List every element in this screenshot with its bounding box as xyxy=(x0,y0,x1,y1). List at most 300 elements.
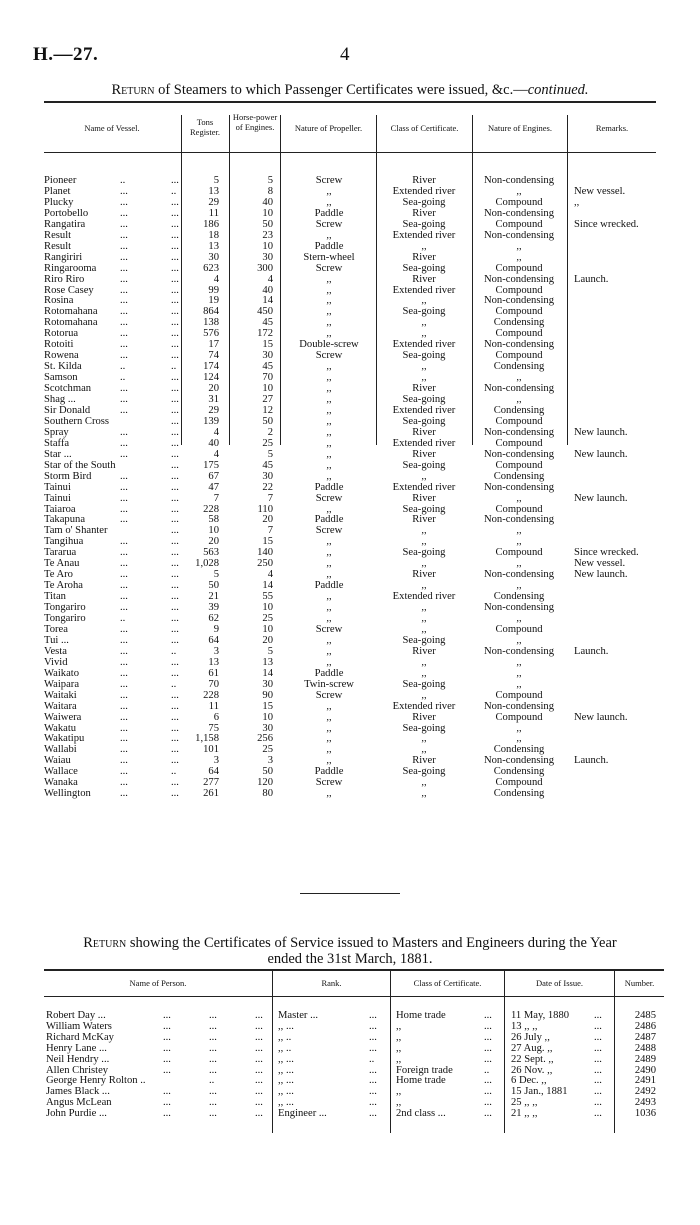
leader-dots: ... xyxy=(120,251,128,263)
leader-dots: ... xyxy=(209,1064,217,1076)
horse-power: 5 xyxy=(267,645,273,657)
horse-power: 300 xyxy=(257,262,273,274)
vessel-name: Tainui xyxy=(44,481,71,493)
propeller-type: ,, xyxy=(326,536,332,548)
horse-power: 80 xyxy=(262,788,273,800)
remarks: Since wrecked. xyxy=(574,547,639,559)
certificate-class: River xyxy=(412,645,436,657)
certificate-class: ,, xyxy=(421,667,427,679)
leader-dots: ... xyxy=(209,1053,217,1065)
vessel-name: Star ... xyxy=(44,448,72,460)
leader-dots: ... xyxy=(120,645,128,657)
leader-dots: ... xyxy=(255,1075,263,1087)
leader-dots: ... xyxy=(594,1053,602,1065)
propeller-type: ,, xyxy=(326,404,332,416)
horse-power: 30 xyxy=(262,251,273,263)
propeller-type: ,, xyxy=(326,744,332,756)
engine-type: ,, xyxy=(516,240,522,252)
certificate-class: ,, xyxy=(421,558,427,570)
tons-register: 19 xyxy=(208,295,219,307)
leader-dots: ... xyxy=(209,1010,217,1021)
certificate-class: ,, xyxy=(396,1020,402,1032)
vessel-name: Scotchman xyxy=(44,383,92,395)
table-row xyxy=(0,307,700,318)
engine-type: Condensing xyxy=(493,317,545,329)
engine-type: Non-condensing xyxy=(483,569,555,581)
leader-dots: ... xyxy=(163,1042,171,1054)
certificate-class: River xyxy=(412,273,436,285)
table1-title: Return of Steamers to which Passenger Certificates were issued, &c.—continued. xyxy=(111,82,589,98)
table-row xyxy=(0,384,700,395)
certificate-number: 1036 xyxy=(634,1108,656,1120)
leader-dots: ... xyxy=(120,339,128,351)
horse-power: 7 xyxy=(267,525,273,537)
tons-register: 62 xyxy=(208,613,219,624)
engine-type: ,, xyxy=(516,394,522,405)
vessel-name: Spray xyxy=(44,426,69,438)
certificate-class: ,, xyxy=(421,470,427,482)
tons-register: 21 xyxy=(208,591,219,603)
col-header-certificate: Class of Certificate. xyxy=(413,978,482,988)
certificate-class: ,, xyxy=(396,1042,402,1054)
certificate-class: Sea-going xyxy=(402,722,446,734)
certificate-class: Sea-going xyxy=(402,218,446,230)
engine-type: ,, xyxy=(516,525,522,537)
tons-register: 124 xyxy=(203,372,219,384)
tons-register: 1,028 xyxy=(195,558,219,570)
leader-dots: ... xyxy=(171,689,179,701)
propeller-type: ,, xyxy=(326,547,332,559)
propeller-type: Paddle xyxy=(314,207,344,219)
certificate-class: Extended river xyxy=(392,404,456,416)
propeller-type: ,, xyxy=(326,602,332,614)
engine-type: Compound xyxy=(495,328,543,340)
table2-header-rule xyxy=(44,996,664,997)
vessel-name: Rotorua xyxy=(44,328,79,340)
vessel-name: Plucky xyxy=(44,196,74,208)
engine-type: Condensing xyxy=(493,361,545,373)
leader-dots: ... xyxy=(594,1086,602,1098)
leader-dots: ... xyxy=(171,744,179,756)
leader-dots: ... xyxy=(369,1010,377,1021)
table-row xyxy=(0,198,700,209)
leader-dots: ... xyxy=(120,218,128,230)
remarks: New launch. xyxy=(574,426,628,438)
leader-dots: ... xyxy=(120,470,128,482)
leader-dots: ... xyxy=(120,591,128,603)
tons-register: 9 xyxy=(213,623,219,635)
propeller-type: ,, xyxy=(326,700,332,712)
tons-register: 29 xyxy=(208,196,219,208)
engine-type: Compound xyxy=(495,459,543,471)
table-row xyxy=(0,351,700,362)
engine-type: Compound xyxy=(495,196,543,208)
propeller-type: ,, xyxy=(326,295,332,307)
certificate-number: 2486 xyxy=(634,1020,656,1032)
horse-power: 45 xyxy=(262,361,273,373)
tons-register: 6 xyxy=(213,711,219,723)
horse-power: 172 xyxy=(257,328,273,340)
tons-register: 138 xyxy=(203,317,219,329)
certificate-class: ,, xyxy=(396,1031,402,1043)
leader-dots: ... xyxy=(171,284,179,296)
leader-dots: ... xyxy=(171,558,179,570)
leader-dots: ... xyxy=(120,394,128,405)
leader-dots: .. xyxy=(171,361,177,373)
leader-dots: ... xyxy=(120,700,128,712)
propeller-type: ,, xyxy=(326,470,332,482)
leader-dots: ... xyxy=(209,1097,217,1109)
rank: ,, .. xyxy=(278,1031,292,1043)
vessel-name: Pioneer xyxy=(44,175,77,186)
engine-type: Non-condensing xyxy=(483,645,555,657)
tons-register: 623 xyxy=(203,262,219,274)
table-row xyxy=(0,713,700,724)
certificate-class: River xyxy=(412,711,436,723)
engine-type: Compound xyxy=(495,284,543,296)
vessel-name: Tararua xyxy=(44,547,77,559)
propeller-type: Paddle xyxy=(314,766,344,778)
col-header-tons: Tons Register. xyxy=(190,117,220,137)
table-row xyxy=(0,603,700,614)
horse-power: 2 xyxy=(267,426,273,438)
leader-dots: .. xyxy=(120,613,126,624)
certificate-class: ,, xyxy=(421,295,427,307)
certificate-number: 2490 xyxy=(634,1064,656,1076)
leader-dots: ... xyxy=(484,1031,492,1043)
engine-type: Compound xyxy=(495,306,543,318)
leader-dots: ... xyxy=(484,1010,492,1021)
tons-register: 20 xyxy=(208,383,219,395)
horse-power: 3 xyxy=(267,755,273,767)
remarks: Launch. xyxy=(574,645,609,657)
vessel-name: Samson xyxy=(44,372,78,384)
vessel-name: Rosina xyxy=(44,295,74,307)
certificate-class: ,, xyxy=(421,744,427,756)
leader-dots: ... xyxy=(484,1086,492,1098)
propeller-type: ,, xyxy=(326,273,332,285)
remarks: New vessel. xyxy=(574,185,626,197)
propeller-type: ,, xyxy=(326,229,332,241)
leader-dots: ... xyxy=(120,558,128,570)
remarks: New launch. xyxy=(574,448,628,460)
engine-type: Compound xyxy=(495,623,543,635)
rank: ,, .. xyxy=(278,1042,292,1054)
horse-power: 12 xyxy=(262,404,273,416)
remarks: Since wrecked. xyxy=(574,218,639,230)
horse-power: 40 xyxy=(262,196,273,208)
leader-dots: ... xyxy=(369,1108,377,1120)
certificate-class: ,, xyxy=(421,240,427,252)
leader-dots: ... xyxy=(120,722,128,734)
leader-dots: ... xyxy=(484,1097,492,1109)
engine-type: Condensing xyxy=(493,470,545,482)
tons-register: 5 xyxy=(213,569,219,581)
tons-register: 13 xyxy=(208,185,219,197)
vessel-name: Titan xyxy=(44,591,66,603)
leader-dots: .. xyxy=(120,361,126,373)
date-of-issue: 6 Dec. ,, xyxy=(511,1075,547,1087)
engine-type: ,, xyxy=(516,580,522,592)
horse-power: 40 xyxy=(262,284,273,296)
certificate-class: ,, xyxy=(421,733,427,745)
leader-dots: ... xyxy=(171,372,179,384)
leader-dots: ... xyxy=(120,350,128,362)
table-row xyxy=(0,767,700,778)
leader-dots: ... xyxy=(171,569,179,581)
tons-register: 4 xyxy=(213,426,219,438)
leader-dots: ... xyxy=(209,1020,217,1032)
certificate-class: River xyxy=(412,448,436,460)
engine-type: Non-condensing xyxy=(483,207,555,219)
leader-dots: ... xyxy=(369,1075,377,1087)
leader-dots: ... xyxy=(171,788,179,800)
engine-type: ,, xyxy=(516,372,522,384)
vessel-name: Sir Donald xyxy=(44,404,91,416)
propeller-type: Double-screw xyxy=(299,339,359,351)
col-header-propeller: Nature of Propeller. xyxy=(294,123,363,133)
certificate-class: Extended river xyxy=(392,339,456,351)
horse-power: 10 xyxy=(262,240,273,252)
propeller-type: ,, xyxy=(326,372,332,384)
tons-register: 40 xyxy=(208,437,219,449)
certificate-class: River xyxy=(412,569,436,581)
horse-power: 140 xyxy=(257,547,273,559)
tons-register: 75 xyxy=(208,722,219,734)
propeller-type: ,, xyxy=(326,569,332,581)
rank: ,, ... xyxy=(278,1064,294,1076)
certificate-class: Extended river xyxy=(392,437,456,449)
leader-dots: ... xyxy=(120,514,128,526)
table-row xyxy=(0,472,700,483)
tons-register: 5 xyxy=(213,175,219,186)
leader-dots: ... xyxy=(120,426,128,438)
propeller-type: Paddle xyxy=(314,580,344,592)
leader-dots: ... xyxy=(171,240,179,252)
horse-power: 50 xyxy=(262,415,273,427)
rank: ,, ... xyxy=(278,1053,294,1065)
certificate-class: River xyxy=(412,207,436,219)
leader-dots: ... xyxy=(120,481,128,493)
vessel-name: Taiaroa xyxy=(44,503,76,515)
vessel-name: Tongariro xyxy=(44,613,86,624)
leader-dots: ... xyxy=(255,1053,263,1065)
engine-type: Non-condensing xyxy=(483,229,555,241)
vessel-name: Storm Bird xyxy=(44,470,92,482)
tons-register: 18 xyxy=(208,229,219,241)
engine-type: Condensing xyxy=(493,404,545,416)
propeller-type: Screw xyxy=(315,262,343,274)
leader-dots: ... xyxy=(171,306,179,318)
leader-dots: ... xyxy=(171,503,179,515)
person-name: Neil Hendry ... xyxy=(46,1053,110,1065)
horse-power: 90 xyxy=(262,689,273,701)
leader-dots: ... xyxy=(171,602,179,614)
propeller-type: ,, xyxy=(326,284,332,296)
vessel-name: Staffa xyxy=(44,437,70,449)
vessel-name: St. Kilda xyxy=(44,361,82,373)
person-name: Allen Christey xyxy=(46,1064,109,1076)
horse-power: 27 xyxy=(262,394,273,405)
certificate-class: Sea-going xyxy=(402,415,446,427)
vessel-name: Waitaki xyxy=(44,689,77,701)
leader-dots: .. xyxy=(171,678,177,690)
vessel-name: Rowena xyxy=(44,350,79,362)
leader-dots: ... xyxy=(120,317,128,329)
leader-dots: ... xyxy=(163,1010,171,1021)
vessel-name: Tongariro xyxy=(44,602,86,614)
date-of-issue: 26 Nov. ,, xyxy=(511,1064,553,1076)
engine-type: Condensing xyxy=(493,744,545,756)
leader-dots: ... xyxy=(120,744,128,756)
certificate-number: 2485 xyxy=(634,1010,656,1021)
table-row xyxy=(0,275,700,286)
leader-dots: ... xyxy=(171,525,179,537)
tons-register: 4 xyxy=(213,273,219,285)
engine-type: Non-condensing xyxy=(483,339,555,351)
certificate-number: 2491 xyxy=(634,1075,656,1087)
certificate-class: Sea-going xyxy=(402,678,446,690)
table-row xyxy=(0,264,700,275)
table-row xyxy=(0,242,700,253)
leader-dots: ... xyxy=(171,459,179,471)
certificate-class: River xyxy=(412,251,436,263)
leader-dots: ... xyxy=(120,229,128,241)
table2-top-rule xyxy=(44,969,664,971)
table-row xyxy=(0,428,700,439)
certificate-class: River xyxy=(412,514,436,526)
leader-dots: ... xyxy=(369,1042,377,1054)
certificate-class: ,, xyxy=(421,317,427,329)
certificate-class: Extended river xyxy=(392,700,456,712)
engine-type: Compound xyxy=(495,262,543,274)
propeller-type: Screw xyxy=(315,689,343,701)
table-row xyxy=(0,570,700,581)
propeller-type: ,, xyxy=(326,383,332,395)
vessel-name: Rotoiti xyxy=(44,339,74,351)
remarks: New launch. xyxy=(574,569,628,581)
col-header-certificate-class: Class of Certificate. xyxy=(390,123,459,133)
leader-dots: ... xyxy=(120,678,128,690)
leader-dots: ... xyxy=(255,1010,263,1021)
horse-power: 23 xyxy=(262,229,273,241)
leader-dots: ... xyxy=(120,328,128,340)
table-row xyxy=(0,231,700,242)
tons-register: 186 xyxy=(203,218,219,230)
certificate-class: Extended river xyxy=(392,481,456,493)
tons-register: 4 xyxy=(213,448,219,460)
tons-register: 13 xyxy=(208,240,219,252)
vessel-name: Vesta xyxy=(44,645,67,657)
propeller-type: ,, xyxy=(326,645,332,657)
leader-dots: ... xyxy=(171,492,179,504)
horse-power: 15 xyxy=(262,339,273,351)
leader-dots: ... xyxy=(120,240,128,252)
certificate-number: 2492 xyxy=(634,1086,656,1098)
leader-dots: ... xyxy=(120,492,128,504)
propeller-type: Screw xyxy=(315,350,343,362)
table-row xyxy=(0,702,700,713)
table-row xyxy=(0,505,700,516)
leader-dots: ... xyxy=(171,350,179,362)
horse-power: 7 xyxy=(267,492,273,504)
leader-dots: ... xyxy=(171,229,179,241)
leader-dots: ... xyxy=(594,1064,602,1076)
horse-power: 30 xyxy=(262,722,273,734)
col-header-rank: Rank. xyxy=(321,978,342,988)
certificate-class: ,, xyxy=(421,623,427,635)
date-of-issue: 21 ,, ,, xyxy=(511,1108,538,1120)
leader-dots: ... xyxy=(120,547,128,559)
table-row xyxy=(0,286,700,297)
propeller-type: Screw xyxy=(315,492,343,504)
tons-register: 11 xyxy=(208,700,219,712)
leader-dots: ... xyxy=(255,1031,263,1043)
horse-power: 50 xyxy=(262,218,273,230)
leader-dots: ... xyxy=(171,328,179,340)
leader-dots: .. xyxy=(171,185,177,197)
tons-register: 174 xyxy=(203,361,219,373)
tons-register: 64 xyxy=(208,634,219,646)
leader-dots: ... xyxy=(120,185,128,197)
propeller-type: ,, xyxy=(326,426,332,438)
horse-power: 14 xyxy=(262,667,273,679)
propeller-type: ,, xyxy=(326,437,332,449)
table-row xyxy=(0,296,700,307)
vessel-name: Tam o' Shanter xyxy=(44,525,108,537)
leader-dots: ... xyxy=(484,1042,492,1054)
horse-power: 45 xyxy=(262,459,273,471)
table-row xyxy=(0,789,700,800)
certificate-class: Extended river xyxy=(392,591,456,603)
leader-dots: ... xyxy=(120,580,128,592)
engine-type: Compound xyxy=(495,777,543,789)
certificate-class: Sea-going xyxy=(402,634,446,646)
vessel-name: Tangihua xyxy=(44,536,84,548)
table-row xyxy=(0,756,700,767)
leader-dots: ... xyxy=(171,591,179,603)
propeller-type: ,, xyxy=(326,656,332,668)
leader-dots: ... xyxy=(594,1020,602,1032)
certificate-class: Sea-going xyxy=(402,459,446,471)
table-row xyxy=(0,340,700,351)
horse-power: 20 xyxy=(262,634,273,646)
document-reference: H.—27. xyxy=(33,44,99,65)
tons-register: 3 xyxy=(213,645,219,657)
engine-type: Condensing xyxy=(493,591,545,603)
leader-dots: ... xyxy=(255,1020,263,1032)
leader-dots: ... xyxy=(209,1031,217,1043)
table-row xyxy=(0,461,700,472)
propeller-type: ,, xyxy=(326,361,332,373)
leader-dots: ... xyxy=(171,383,179,395)
tons-register: 74 xyxy=(208,350,219,362)
vessel-name: Te Aroha xyxy=(44,580,83,592)
leader-dots: .. xyxy=(369,1053,375,1065)
propeller-type: ,, xyxy=(326,733,332,745)
certificate-class: Sea-going xyxy=(402,766,446,778)
leader-dots: ... xyxy=(484,1053,492,1065)
engine-type: ,, xyxy=(516,251,522,263)
leader-dots: ... xyxy=(120,689,128,701)
certificate-class: Sea-going xyxy=(402,262,446,274)
horse-power: 25 xyxy=(262,613,273,624)
tons-register: 3 xyxy=(213,755,219,767)
leader-dots: ... xyxy=(171,404,179,416)
vessel-name: Rangatira xyxy=(44,218,86,230)
leader-dots: ... xyxy=(209,1042,217,1054)
leader-dots: ... xyxy=(171,711,179,723)
